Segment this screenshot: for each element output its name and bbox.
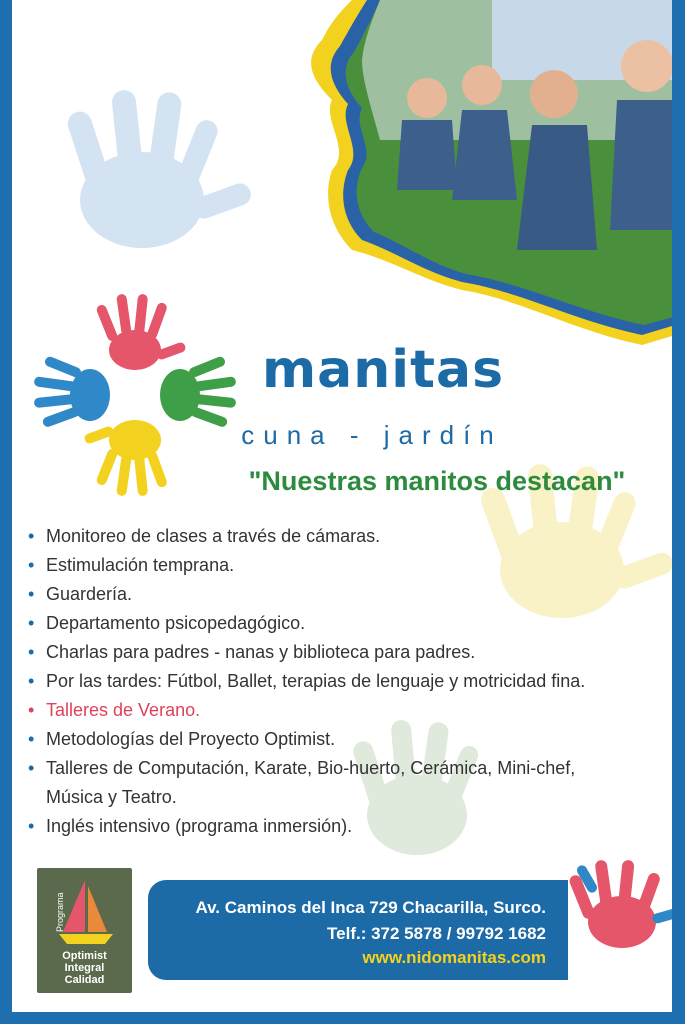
features-list: [26, 522, 666, 841]
list-item: • Departamento psicopedagógico.: [26, 609, 666, 638]
badge-vertical-label: Programa: [55, 892, 65, 932]
corner-hand-print: [552, 850, 672, 970]
slogan: "Nuestras manitos destacan": [248, 466, 626, 496]
optimist-badge: [37, 868, 132, 993]
brand-name: manitas: [262, 340, 505, 400]
list-item: • Guardería.: [26, 580, 666, 609]
faded-blue-hand-print: [32, 70, 252, 270]
children-photo: [292, 0, 672, 345]
website-link[interactable]: www.nidomanitas.com: [362, 948, 546, 967]
phone-text: Telf.: 372 5878 / 99792 1682: [327, 924, 546, 943]
brand-subtitle: cuna - jardín: [241, 420, 503, 450]
list-item: • Estimulación temprana.: [26, 551, 666, 580]
list-item: • Monitoreo de clases a través de cámaras.: [26, 522, 666, 551]
list-item-highlight: • Talleres de Verano.: [26, 696, 666, 725]
contact-box: [148, 880, 568, 980]
list-item: • Inglés intensivo (programa inmersión).: [26, 812, 666, 841]
list-item: • Charlas para padres - nanas y biblioteca para padres.: [26, 638, 666, 667]
badge-label: Optimist Integral Calidad: [62, 950, 107, 986]
address-text: Av. Caminos del Inca 729 Chacarilla, Surco.: [195, 898, 546, 917]
blue-hand-icon: [34, 355, 110, 428]
list-item: • Metodologías del Proyecto Optimist.: [26, 725, 666, 754]
flyer: [12, 0, 672, 1012]
list-item: • Por las tardes: Fútbol, Ballet, terapias de lenguaje y motricidad fina.: [26, 667, 666, 696]
green-hand-icon: [160, 355, 236, 428]
red-hand-icon: [95, 294, 187, 370]
yellow-hand-icon: [83, 420, 168, 496]
list-item: • Talleres de Computación, Karate, Bio-huerto, Cerámica, Mini-chef, Música y Teatro.: [26, 754, 666, 812]
